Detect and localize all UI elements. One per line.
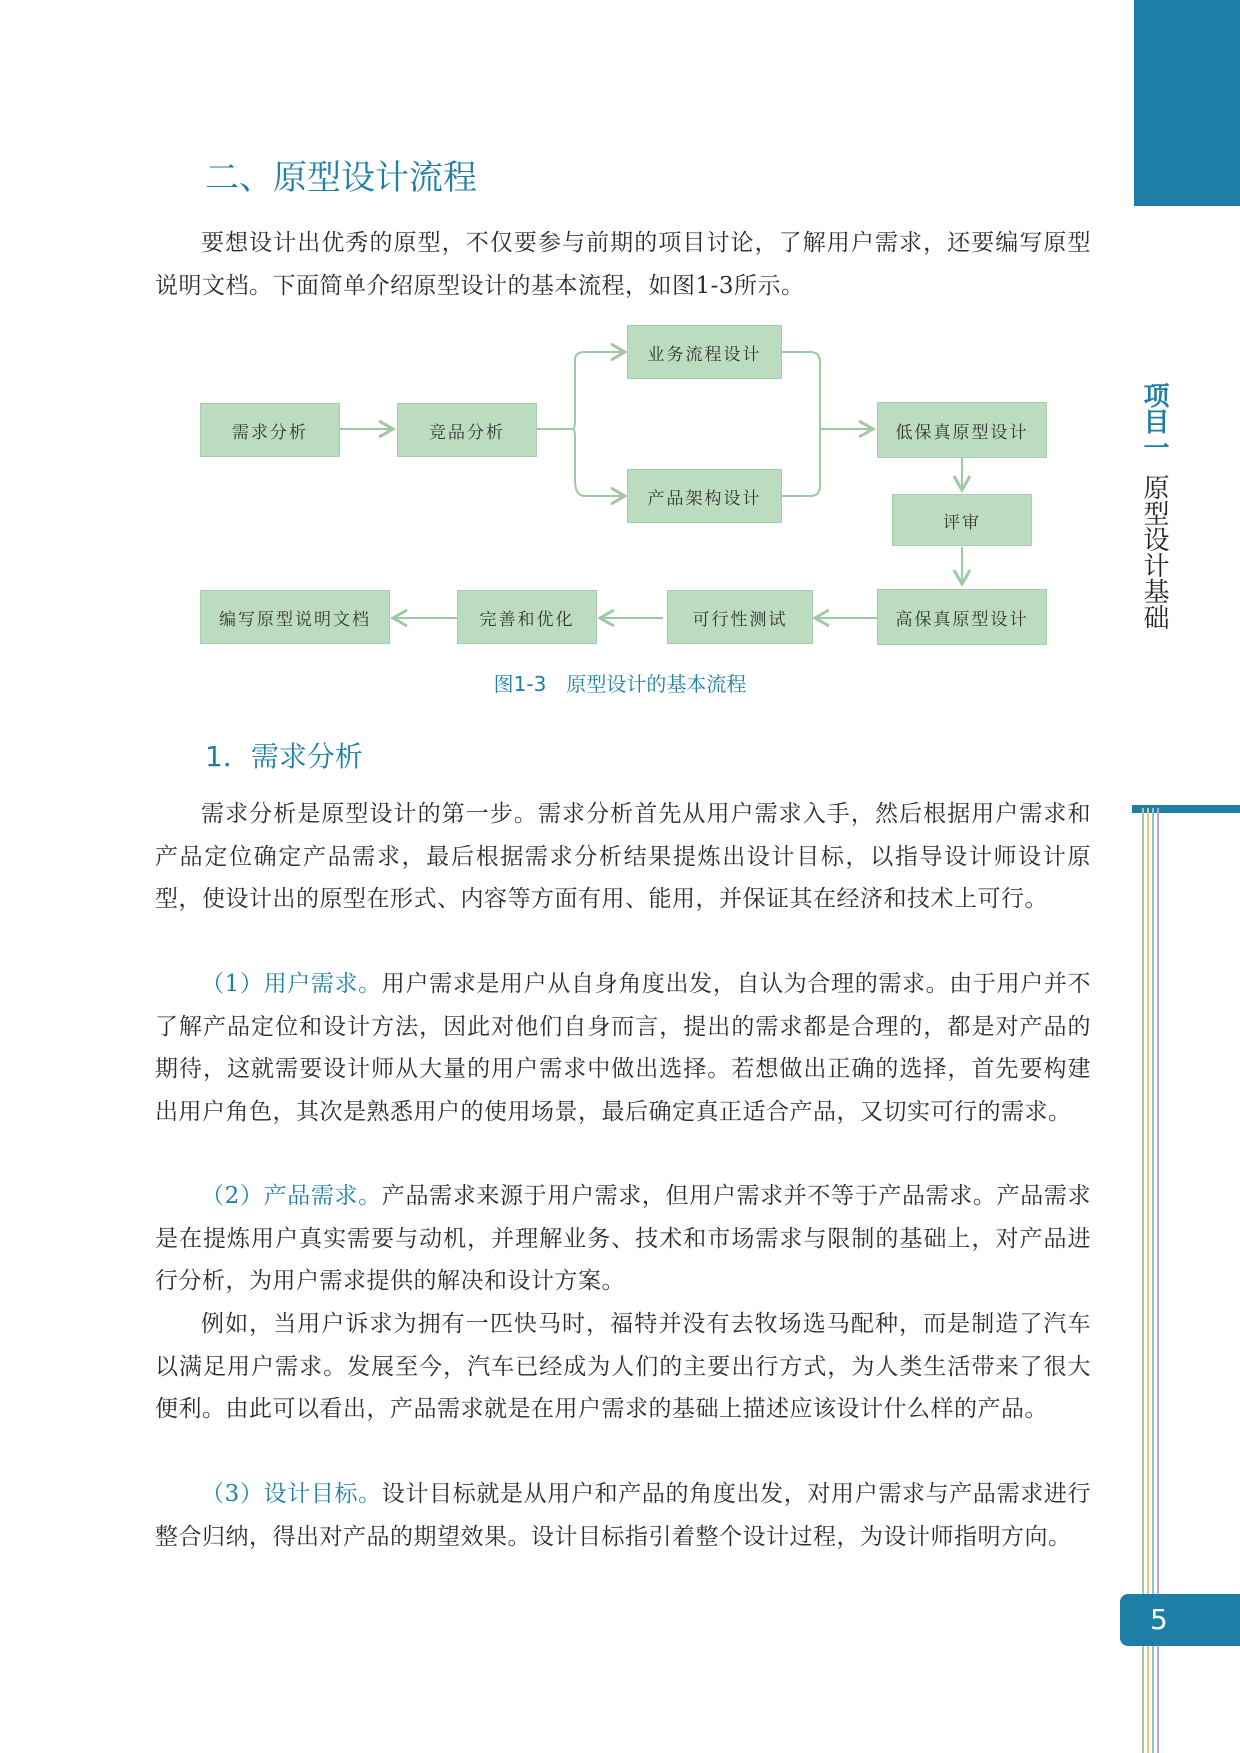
arrow-architecture-merge	[782, 429, 820, 496]
chapter-tab	[1134, 0, 1240, 206]
node-product-architecture: 产品架构设计	[627, 469, 782, 523]
product-needs-body: 产品需求来源于用户需求，但用户需求并不等于产品需求。产品需求是在提炼用户真实需要与动机，并理解业务、技术和市场需求与限制的基础上，对产品进行分析，为用户需求提供的解决和设计方案。	[155, 1183, 1091, 1294]
node-optimize: 完善和优化	[457, 590, 597, 644]
design-goal-lead: （3）设计目标。	[201, 1481, 382, 1507]
node-business-flow: 业务流程设计	[627, 325, 782, 379]
intro-paragraph: 要想设计出优秀的原型，不仅要参与前期的项目讨论，了解用户需求，还要编写原型说明文档。下面简单介绍原型设计的基本流程，如图1-3所示。	[155, 230, 1091, 299]
node-low-fidelity: 低保真原型设计	[877, 402, 1047, 458]
user-needs-body: 用户需求是用户从自身角度出发，自认为合理的需求。由于用户并不了解产品定位和设计方法，因此对他们自身而言，提出的需求都是合理的，都是对产品的期待，这就需要设计师从大量的用户需求中做出选择。若想做出正确的选择，首先要构建出用户角色，其次是熟悉用户的使用场景，最后确定真正适合产品，又切实可行的需求。	[155, 971, 1091, 1125]
project-label: 项目一	[1139, 382, 1169, 460]
arrow-to-architecture	[537, 429, 625, 496]
arrow-to-business	[537, 352, 625, 429]
node-feasibility-test: 可行性测试	[667, 590, 813, 644]
section-title: 二、原型设计流程	[205, 158, 477, 198]
node-review: 评审	[892, 494, 1032, 546]
paragraph-product-needs	[155, 1175, 1091, 1303]
node-demand-analysis: 需求分析	[200, 403, 340, 457]
paragraph-intro: 需求分析是原型设计的第一步。需求分析首先从用户需求入手，然后根据用户需求和产品定位确定产品需求，最后根据需求分析结果提炼出设计目标，以指导设计师设计原型，使设计出的原型在形式、内容等方面有用、能用，并保证其在经济和技术上可行。	[155, 801, 1091, 912]
node-competitor-analysis: 竞品分析	[397, 403, 537, 457]
user-needs-lead: （1）用户需求。	[201, 971, 382, 997]
design-goal-body: 设计目标就是从用户和产品的角度出发，对用户需求与产品需求进行整合归纳，得出对产品的期望效果。设计目标指引着整个设计过程，为设计师指明方向。	[155, 1481, 1091, 1550]
node-high-fidelity: 高保真原型设计	[877, 589, 1047, 645]
subsection-title: 1．需求分析	[205, 740, 363, 773]
page-number: 5	[1120, 1594, 1240, 1646]
flow-diagram	[195, 330, 1050, 655]
product-needs-lead: （2）产品需求。	[201, 1183, 382, 1209]
paragraph-design-goal	[155, 1473, 1091, 1558]
figure-caption: 图1-3 原型设计的基本流程	[493, 672, 747, 696]
node-write-document: 编写原型说明文档	[200, 590, 390, 644]
chapter-side-label	[1140, 382, 1180, 630]
paragraph-user-needs	[155, 963, 1091, 1133]
paragraph-example: 例如，当用户诉求为拥有一匹快马时，福特并没有去牧场选马配种，而是制造了汽车以满足用户需求。发展至今，汽车已经成为人们的主要出行方式，为人类生活带来了很大便利。由此可以看出，产品需求就是在用户需求的基础上描述应该设计什么样的产品。	[155, 1311, 1091, 1422]
chapter-name: 原型设计基础	[1139, 474, 1169, 630]
arrow-business-merge	[782, 352, 820, 429]
